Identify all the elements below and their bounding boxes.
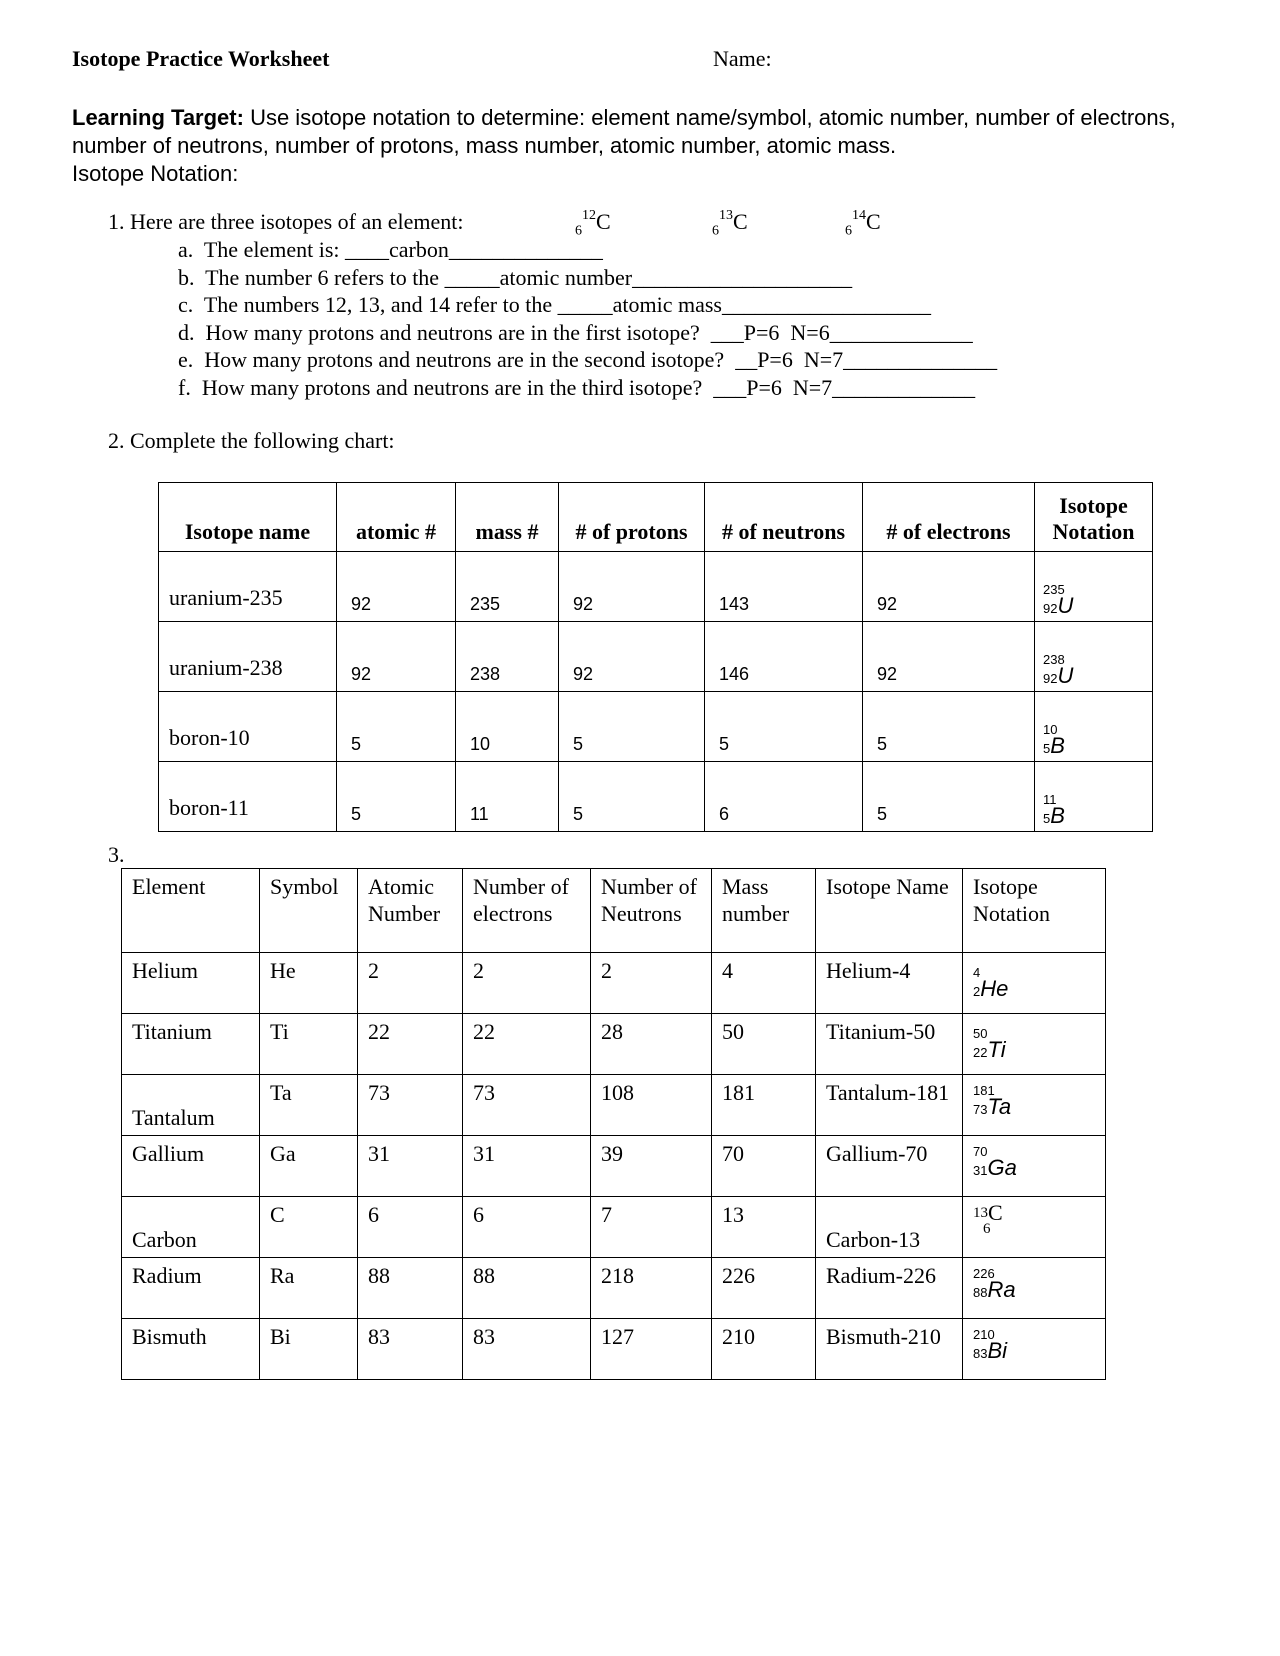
element-symbol: He xyxy=(980,976,1009,1001)
atomic-cell: 6 xyxy=(358,1197,463,1258)
protons-cell: 5 xyxy=(559,692,705,762)
isotope-notation xyxy=(1043,582,1152,617)
isotope-notation-cell xyxy=(1035,552,1153,622)
isotope-notation xyxy=(1043,722,1152,757)
atomic-cell: 5 xyxy=(337,692,456,762)
mass-number: 210 xyxy=(973,1327,995,1342)
column-header: mass # xyxy=(456,483,559,552)
atomic-number: 6 xyxy=(983,1221,991,1237)
mass-number: 4 xyxy=(973,965,981,980)
atomic-number: 88 xyxy=(973,1285,988,1300)
column-header: Isotope Notation xyxy=(963,869,1106,953)
isotope-notation-cell xyxy=(1035,692,1153,762)
atomic-cell: 83 xyxy=(358,1319,463,1380)
element-symbol: Ti xyxy=(987,1037,1006,1062)
mass-number: 12 xyxy=(582,207,596,223)
isotope-name-cell: Radium-226 xyxy=(816,1258,963,1319)
neutrons-cell: 39 xyxy=(591,1136,712,1197)
isotope-name-cell: Gallium-70 xyxy=(816,1136,963,1197)
column-header: Number of electrons xyxy=(463,869,591,953)
symbol-cell: Bi xyxy=(260,1319,358,1380)
mass-cell: 235 xyxy=(456,552,559,622)
neutrons-cell: 28 xyxy=(591,1014,712,1075)
column-header: Element xyxy=(122,869,260,953)
neutrons-cell: 218 xyxy=(591,1258,712,1319)
q1-prompt: 1. Here are three isotopes of an element: xyxy=(108,209,464,234)
column-header: Isotope Name xyxy=(816,869,963,953)
atomic-number: 5 xyxy=(1043,811,1051,826)
element-symbol: Ga xyxy=(987,1155,1017,1180)
column-header: # of neutrons xyxy=(705,483,863,552)
learning-target xyxy=(72,104,1212,188)
atomic-cell: 92 xyxy=(337,622,456,692)
atomic-cell: 5 xyxy=(337,762,456,832)
element-cell: Helium xyxy=(122,953,260,1014)
neutrons-cell: 108 xyxy=(591,1075,712,1136)
mass-cell: 226 xyxy=(712,1258,816,1319)
protons-cell: 92 xyxy=(559,622,705,692)
worksheet-title: Isotope Practice Worksheet xyxy=(72,46,330,71)
isotope-notation xyxy=(973,1018,1095,1061)
mass-cell: 50 xyxy=(712,1014,816,1075)
isotope-notation xyxy=(973,1258,1095,1301)
electrons-cell: 92 xyxy=(863,552,1035,622)
atomic-number: 92 xyxy=(1043,601,1058,616)
table-row xyxy=(122,953,1106,1014)
isotope-name-cell: Helium-4 xyxy=(816,953,963,1014)
column-header: Atomic Number xyxy=(358,869,463,953)
table-row xyxy=(159,552,1153,622)
element-cell: Tantalum xyxy=(122,1075,260,1136)
element-symbol: C xyxy=(596,209,611,234)
q1-item: b. The number 6 refers to the _____atomic number____________________ xyxy=(178,264,853,290)
mass-cell: 11 xyxy=(456,762,559,832)
column-header: Isotope name xyxy=(159,483,337,552)
atomic-number: 31 xyxy=(973,1163,988,1178)
mass-number: 181 xyxy=(973,1083,995,1098)
element-symbol: B xyxy=(1050,733,1065,758)
symbol-cell: Ti xyxy=(260,1014,358,1075)
symbol-cell: Ga xyxy=(260,1136,358,1197)
mass-cell: 10 xyxy=(456,692,559,762)
atomic-number: 6 xyxy=(712,223,719,239)
isotope-notation-cell xyxy=(1035,622,1153,692)
isotope-notation-cell xyxy=(963,1197,1106,1258)
isotope-name-cell: Carbon-13 xyxy=(816,1197,963,1258)
element-cell: Bismuth xyxy=(122,1319,260,1380)
mass-cell: 4 xyxy=(712,953,816,1014)
electrons-cell: 83 xyxy=(463,1319,591,1380)
isotope-notation xyxy=(973,1319,1095,1362)
isotope-name: uranium-238 xyxy=(159,622,337,692)
atomic-number: 92 xyxy=(1043,671,1058,686)
symbol-cell: Ta xyxy=(260,1075,358,1136)
mass-cell: 13 xyxy=(712,1197,816,1258)
isotope-name: boron-10 xyxy=(159,692,337,762)
atomic-number: 22 xyxy=(973,1045,988,1060)
element-symbol: U xyxy=(1057,663,1074,688)
atomic-number: 6 xyxy=(845,223,852,239)
column-header: atomic # xyxy=(337,483,456,552)
mass-number: 226 xyxy=(973,1266,995,1281)
isotope-name: uranium-235 xyxy=(159,552,337,622)
mass-cell: 210 xyxy=(712,1319,816,1380)
electrons-cell: 5 xyxy=(863,692,1035,762)
table-row xyxy=(122,1075,1106,1136)
neutrons-cell: 146 xyxy=(705,622,863,692)
column-header: # of electrons xyxy=(863,483,1035,552)
isotope-notation-cell xyxy=(1035,762,1153,832)
element-cell: Titanium xyxy=(122,1014,260,1075)
mass-number: 235 xyxy=(1043,582,1065,597)
element-cell: Carbon xyxy=(122,1197,260,1258)
element-cell: Gallium xyxy=(122,1136,260,1197)
element-symbol: Bi xyxy=(987,1338,1008,1363)
mass-cell: 181 xyxy=(712,1075,816,1136)
element-symbol: C xyxy=(866,209,881,234)
isotope-notation-cell xyxy=(963,1319,1106,1380)
electrons-cell: 2 xyxy=(463,953,591,1014)
neutrons-cell: 2 xyxy=(591,953,712,1014)
electrons-cell: 73 xyxy=(463,1075,591,1136)
atomic-number: 83 xyxy=(973,1346,988,1361)
isotope-notation-cell xyxy=(963,1075,1106,1136)
table-row xyxy=(122,1319,1106,1380)
q2-prompt: 2. Complete the following chart: xyxy=(108,428,395,453)
isotope-notation-cell xyxy=(963,1136,1106,1197)
name-label: Name: xyxy=(713,46,772,71)
column-header: Number of Neutrons xyxy=(591,869,712,953)
symbol-cell: C xyxy=(260,1197,358,1258)
atomic-cell: 88 xyxy=(358,1258,463,1319)
atomic-number: 73 xyxy=(973,1102,988,1117)
isotope-name-cell: Bismuth-210 xyxy=(816,1319,963,1380)
electrons-cell: 6 xyxy=(463,1197,591,1258)
q1-item: c. The numbers 12, 13, and 14 refer to the _____atomic mass___________________ xyxy=(178,292,931,317)
element-symbol: Ta xyxy=(987,1094,1012,1119)
table-row xyxy=(122,1258,1106,1319)
symbol-cell: Ra xyxy=(260,1258,358,1319)
isotope-notation-label: Isotope Notation: xyxy=(72,161,239,186)
protons-cell: 92 xyxy=(559,552,705,622)
mass-cell: 70 xyxy=(712,1136,816,1197)
protons-cell: 5 xyxy=(559,762,705,832)
electrons-cell: 31 xyxy=(463,1136,591,1197)
isotope-notation-cell xyxy=(963,1014,1106,1075)
mass-number: 70 xyxy=(973,1144,988,1159)
learning-target-text: Use isotope notation to determine: element name/symbol, atomic number, number of electrons, number of neutrons, number of protons, mass number, atomic number, atomic mass. xyxy=(72,105,1176,158)
carbon-isotope-notation xyxy=(575,209,611,239)
atomic-cell: 22 xyxy=(358,1014,463,1075)
neutrons-cell: 6 xyxy=(705,762,863,832)
mass-number: 13 xyxy=(973,1205,988,1221)
isotope-notation-cell xyxy=(963,953,1106,1014)
atomic-cell: 31 xyxy=(358,1136,463,1197)
isotope-notation xyxy=(973,957,1095,1000)
electrons-cell: 92 xyxy=(863,622,1035,692)
element-table xyxy=(121,868,1106,1380)
column-header: Isotope Notation xyxy=(1035,483,1153,552)
atomic-cell: 73 xyxy=(358,1075,463,1136)
isotope-chart xyxy=(158,482,1153,832)
mass-number: 11 xyxy=(1043,792,1057,807)
table-row xyxy=(159,762,1153,832)
mass-number: 50 xyxy=(973,1026,988,1041)
learning-target-label: Learning Target: xyxy=(72,105,244,130)
electrons-cell: 5 xyxy=(863,762,1035,832)
column-header: Symbol xyxy=(260,869,358,953)
neutrons-cell: 127 xyxy=(591,1319,712,1380)
isotope-notation xyxy=(973,1197,1095,1237)
isotope-notation xyxy=(1043,652,1152,687)
isotope-name-cell: Tantalum-181 xyxy=(816,1075,963,1136)
isotope-name-cell: Titanium-50 xyxy=(816,1014,963,1075)
column-header: # of protons xyxy=(559,483,705,552)
isotope-notation xyxy=(1043,792,1152,827)
atomic-number: 2 xyxy=(973,984,981,999)
symbol-cell: He xyxy=(260,953,358,1014)
table-row xyxy=(122,1014,1106,1075)
neutrons-cell: 5 xyxy=(705,692,863,762)
mass-number: 14 xyxy=(852,207,866,223)
column-header: Mass number xyxy=(712,869,816,953)
neutrons-cell: 7 xyxy=(591,1197,712,1258)
electrons-cell: 88 xyxy=(463,1258,591,1319)
q3-number: 3. xyxy=(108,842,125,867)
table-row xyxy=(159,622,1153,692)
mass-number: 13 xyxy=(719,207,733,223)
element-symbol: B xyxy=(1050,803,1065,828)
element-symbol: U xyxy=(1057,593,1074,618)
table-row xyxy=(159,692,1153,762)
element-symbol: C xyxy=(733,209,748,234)
carbon-isotope-notation xyxy=(712,209,748,239)
atomic-number: 6 xyxy=(575,223,582,239)
isotope-notation xyxy=(973,1075,1095,1118)
atomic-cell: 92 xyxy=(337,552,456,622)
element-symbol: C xyxy=(988,1200,1003,1225)
isotope-notation xyxy=(973,1136,1095,1179)
element-symbol: Ra xyxy=(987,1277,1016,1302)
mass-number: 10 xyxy=(1043,722,1058,737)
electrons-cell: 22 xyxy=(463,1014,591,1075)
q1-item: a. The element is: ____carbon______________ xyxy=(178,237,603,262)
isotope-name: boron-11 xyxy=(159,762,337,832)
table-row xyxy=(122,1197,1106,1258)
mass-cell: 238 xyxy=(456,622,559,692)
element-cell: Radium xyxy=(122,1258,260,1319)
carbon-isotope-notation xyxy=(845,209,881,239)
q1-item: f. How many protons and neutrons are in the third isotope? ___P=6 N=7_____________ xyxy=(178,374,976,400)
neutrons-cell: 143 xyxy=(705,552,863,622)
atomic-cell: 2 xyxy=(358,953,463,1014)
q1-item: d. How many protons and neutrons are in the first isotope? ___P=6 N=6_____________ xyxy=(178,319,973,345)
table-row xyxy=(122,1136,1106,1197)
mass-number: 238 xyxy=(1043,652,1065,667)
atomic-number: 5 xyxy=(1043,741,1051,756)
q1-item: e. How many protons and neutrons are in the second isotope? __P=6 N=7______________ xyxy=(178,347,998,372)
isotope-notation-cell xyxy=(963,1258,1106,1319)
